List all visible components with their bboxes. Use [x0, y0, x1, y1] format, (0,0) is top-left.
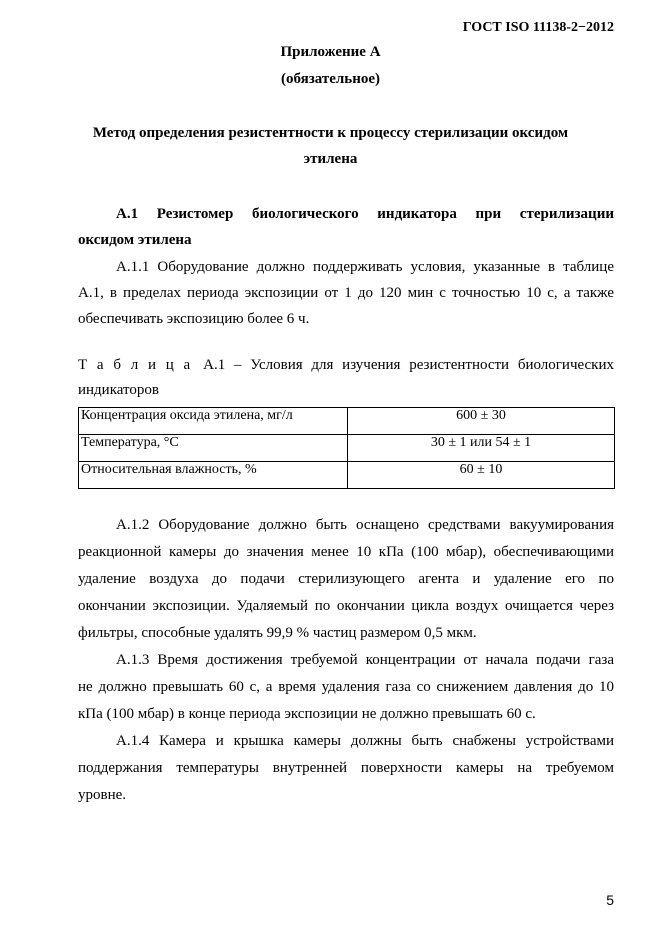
- table-cell-value: 600 ± 30: [348, 408, 615, 435]
- appendix-status: (обязательное): [280, 71, 381, 87]
- table-cell-label: Концентрация оксида этилена, мг/л: [79, 408, 348, 435]
- section-word: индикатора: [377, 206, 457, 222]
- appendix-title: Приложение А: [280, 44, 381, 60]
- table-caption-line1: [78, 357, 614, 374]
- page-number: 5: [606, 892, 614, 908]
- section-number: А.1: [116, 206, 139, 222]
- p2-line: реакционной камеры до значения менее 10 кПа (100 мбар), обеспечивающими: [78, 544, 614, 560]
- table-caption-rest: А.1 – Условия для изучения резистентности биологических: [203, 357, 614, 373]
- table-cell-value: 60 ± 10: [348, 462, 615, 489]
- p4-line: А.1.4 Камера и крышка камеры должны быть снабжены устройствами: [116, 733, 614, 749]
- section-word: стерилизации: [519, 206, 614, 222]
- table-cell-label: Относительная влажность, %: [79, 462, 348, 489]
- table-cell-label: Температура, °С: [79, 435, 348, 462]
- p1-line: А.1.1 Оборудование должно поддерживать условия, указанные в таблице: [116, 259, 614, 275]
- p2-line: А.1.2 Оборудование должно быть оснащено средствами вакуумирования: [116, 517, 614, 533]
- document-header-standard: ГОСТ ISO 11138-2−2012: [462, 20, 614, 35]
- section-word: при: [475, 206, 502, 222]
- table-row: [79, 435, 615, 462]
- p4-line: поддержания температуры внутренней поверхности камеры на требуемом: [78, 760, 614, 776]
- section-heading-line1: [116, 206, 614, 223]
- table-cell-value: 30 ± 1 или 54 ± 1: [348, 435, 615, 462]
- p1-line: А.1, в пределах периода экспозиции от 1 до 120 мин с точностью 10 с, а также: [78, 285, 614, 301]
- method-title-line2: этилена: [303, 151, 358, 167]
- section-word: биологического: [251, 206, 359, 222]
- p4-line: уровне.: [78, 787, 127, 803]
- p1-line: обеспечивать экспозицию более 6 ч.: [78, 311, 310, 327]
- p3-line: А.1.3 Время достижения требуемой концентрации от начала подачи газа: [116, 652, 614, 668]
- p3-line: кПа (100 мбар) в конце периода экспозиции не должно превышать 60 с.: [78, 706, 536, 722]
- p2-line: удаление воздуха до подачи стерилизующего агента и удаление его по: [78, 571, 614, 587]
- section-word: Резистомер: [156, 206, 234, 222]
- p2-line: окончании экспозиции. Удаляемый по окончании цикла воздух очищается через: [78, 598, 614, 614]
- method-title-line1: Метод определения резистентности к процессу стерилизации оксидом: [92, 125, 569, 141]
- table-row: [79, 462, 615, 489]
- section-heading-line2: оксидом этилена: [78, 232, 192, 248]
- table-row: [79, 408, 615, 435]
- table-caption-prefix: Т а б л и ц а: [78, 357, 194, 373]
- table-caption-line2: индикаторов: [78, 382, 159, 398]
- p2-line: фильтры, способные удалять 99,9 % частиц размером 0,5 мкм.: [78, 625, 477, 641]
- conditions-table: [78, 407, 615, 489]
- p3-line: не должно превышать 60 с, а время удаления газа со снижением давления до 10: [78, 679, 614, 695]
